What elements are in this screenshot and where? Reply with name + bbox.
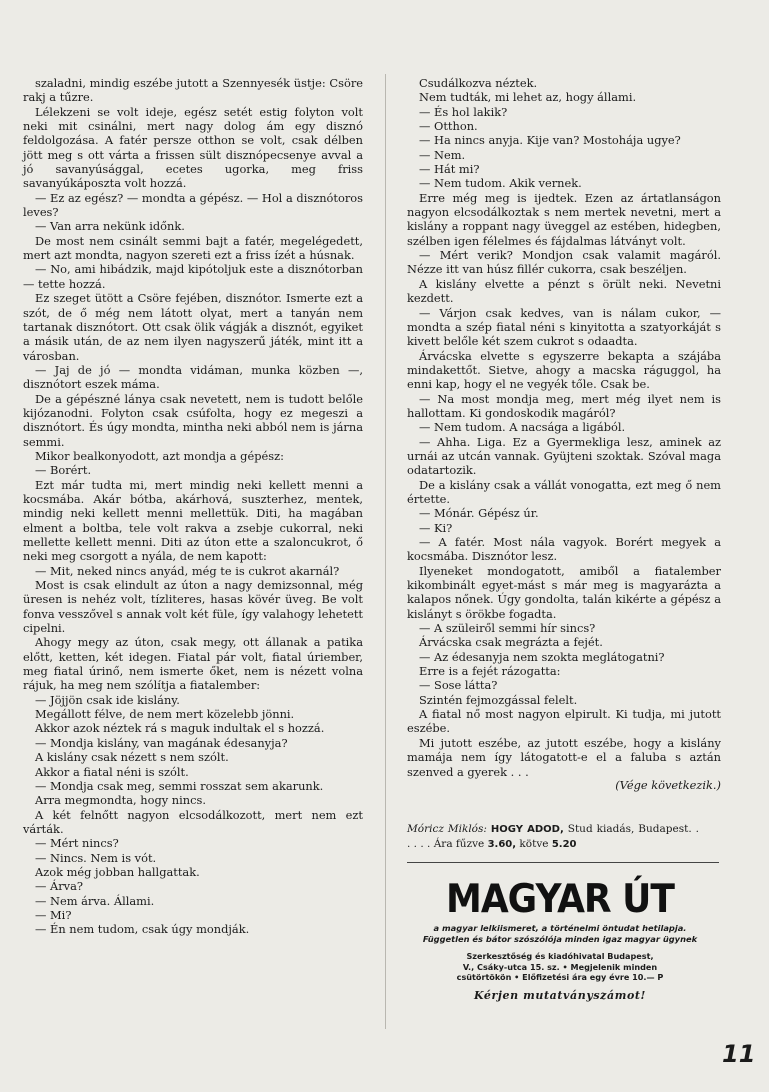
book-advertisement (407, 822, 699, 852)
paragraph: — Nem árva. Állami. (35, 893, 155, 908)
paragraph: Ilyeneket mondogatott, amiből a fiatalember kikombinált egyet-mást s már meg is magyarázta a kalapos nőnek. Úgy gondolta, talán kikérte a gépész a kislányt s örökbe fogadta. (407, 563, 721, 621)
paragraph: A kislány csak nézett s nem szólt. (35, 750, 229, 765)
continued-note: (Vége következik.) (615, 778, 721, 792)
paragraph: — Nem tudom. Akik vernek. (419, 176, 582, 191)
paragraph: — Van arra nekünk időnk. (35, 219, 185, 234)
paragraph: De a kislány csak a vállát vonogatta, ezt meg ő nem értette. (407, 477, 721, 506)
book-price-label: Ára fűzve (433, 838, 485, 850)
paragraph: Mi jutott eszébe, az jutott eszébe, hogy a kislány mamája nem így látogatott-e el a faluba s aztán szenved a gyerek . . . (407, 735, 721, 779)
paragraph: Ahogy megy az úton, csak megy, ott állanak a patika előtt, ketten, két idegen. Fiatal pár volt, fiatal úriember, meg fiatal úrinő, nem ismerte őket, nem is nézett volna rájuk, ha meg nem szólítja a fiatalember: (23, 635, 363, 693)
paragraph: — Mi? (35, 907, 72, 922)
left-text-column (23, 76, 363, 937)
paragraph: — Borért. (35, 463, 92, 478)
book-publisher: Stud kiadás, Budapest. (567, 823, 692, 835)
magazine-address-1: Szerkesztőség és kiadóhivatal Budapest, (466, 951, 654, 961)
paragraph: szaladni, mindig eszébe jutott a Szennyesék üstje: Csöre rakj a tűzre. (23, 76, 363, 105)
paragraph: — Én nem tudom, csak úgy mondják. (35, 922, 250, 937)
magazine-subtitle-2: Független és bátor szószólója minden igaz magyar ügynek (422, 934, 698, 944)
paragraph: — Mondja csak meg, semmi rosszat sem akarunk. (35, 778, 324, 793)
paragraph: — Ez az egész? — mondta a gépész. — Hol a disznótoros leves? (23, 190, 363, 220)
magazine-address-2: V., Csáky-utca 15. sz. • Megjelenik minden (462, 961, 658, 972)
paragraph: — A szüleiről semmi hír sincs? (419, 621, 596, 636)
paragraph: De a gépészné lánya csak nevetett, nem is tudott belőle kijózanodni. Folyton csak csúfolta, hogy ez megeszi a disznótort. És úgy mondta, mintha neki abból nem is járna semmi. (23, 391, 363, 449)
paragraph: A fiatal nő most nagyon elpirult. Ki tudja, mi jutott eszébe. (407, 707, 721, 736)
paragraph: Árvácska elvette s egyszerre bekapta a szájába mindakettőt. Sietve, ahogy a macska ráguggol, ha enni kap, hogy el ne vegyék tőle. Csak be. (407, 348, 721, 392)
paragraph: Csudálkozva néztek. (419, 76, 538, 90)
paragraph: Mikor bealkonyodott, azt mondja a gépész: (35, 448, 284, 463)
paragraph: — No, ami hibádzik, majd kipótoljuk este a disznótorban — tette hozzá. (23, 262, 363, 291)
paragraph: — Ha nincs anyja. Kije van? Mostohája ugye? (419, 133, 681, 148)
paragraph: Arra megmondta, hogy nincs. (35, 793, 206, 808)
paragraph: Akkor azok néztek rá s maguk indultak el s hozzá. (35, 721, 325, 736)
paragraph: Lélekzeni se volt ideje, egész setét estig folyton volt neki mit csinálni, mert nagy dolog ám egy disznó feldolgozása. A fatér persze otthon se volt, csak délben jött meg s ott várta a frissen sült disznópecsenye avval a jó savanyúsággal, ecetes ugorka, meg friss savanyúkáposzta volt hozzá. (23, 104, 363, 191)
paragraph: Erre még meg is ijedtek. Ezen az ártatlanságon nagyon elcsodálkoztak s nem mertek nevetni, mert a kislány a roppant nagy üveggel az estében, hidegben, szélben igen félelmes és fájdalmas látványt volt. (407, 190, 721, 248)
paragraph: — Nem. (419, 147, 466, 162)
paragraph: — Otthon. (419, 119, 478, 134)
paragraph: — Jaj de jó — mondta vidáman, munka közben —, disznótort eszek máma. (23, 362, 363, 392)
paragraph: — Árva? (35, 879, 84, 894)
paragraph: Most is csak elindult az úton a nagy demizsonnal, még üresen is nehéz volt, tízliteres, hasas kövér üveg. Be volt fonva vesszővel s annak volt két füle, így valahogy lehetett cipelni. (23, 578, 363, 636)
book-bound-label: kötve (519, 838, 549, 850)
paragraph: — Mért verik? Mondjon csak valamit magáról. Nézze itt van húsz fillér cukorra, csak beszéljen. (407, 248, 721, 277)
magazine-address-3: csütörtökön • Előfizetési ára egy évre 10.— P (456, 972, 664, 982)
paragraph: — A fatér. Most nála vagyok. Borért megyek a kocsmába. Disznótor lesz. (407, 535, 721, 564)
paragraph: — Hát mi? (419, 162, 480, 177)
paragraph: — Mondja kislány, van magának édesanyja? (35, 735, 288, 750)
paragraph: Ezt már tudta mi, mert mindig neki kellett menni a kocsmába. Akár bótba, akárhová, suszterhez, mentek, mindig neki kellett menni mellettük. Diti, ha magában elment a boltba, tele volt rakva a zsebje cukorral, neki mellette kellett menni. Diti az úton ette a szaloncukrot, ő neki meg csorgott a nyála, de nem kapott: (23, 477, 363, 564)
paragraph: — Nincs. Nem is vót. (35, 850, 157, 865)
paragraph: Akkor a fiatal néni is szólt. (35, 764, 189, 779)
book-dots: . . . . . (407, 823, 699, 850)
page-number: 11 (722, 1040, 756, 1068)
magazine-subtitle-1: a magyar lelkiismeret, a történelmi öntudat hetilapja. (433, 923, 687, 933)
book-title: HOGY ADOD, (490, 824, 564, 835)
paragraph: — Nem tudom. A nacsága a ligából. (419, 420, 626, 435)
magazine-advertisement (405, 876, 715, 1002)
paragraph: Szintén fejmozgással felelt. (419, 692, 578, 707)
paragraph: A két felnőtt nagyon elcsodálkozott, mert nem ezt várták. (23, 807, 363, 836)
book-author: Móricz Miklós: (407, 823, 487, 835)
book-price-paper: 3.60, (487, 839, 517, 850)
paragraph: — Várjon csak kedves, van is nálam cukor, — mondta a szép fiatal néni s kinyitotta a szatyorkáját s kivett belőle két szem cukrot s odaadta. (407, 305, 721, 349)
paragraph: — Jöjjön csak ide kislány. (35, 692, 180, 707)
book-price-bound: 5.20 (551, 839, 577, 850)
paragraph: Azok még jobban hallgattak. (35, 864, 200, 879)
magazine-title: MAGYAR ÚT (446, 876, 674, 922)
column-separator (385, 74, 386, 1029)
paragraph: Árvácska csak megrázta a fejét. (419, 635, 603, 650)
paragraph: A kislány elvette a pénzt s örült neki. Nevetni kezdett. (407, 276, 721, 306)
ad-divider (407, 862, 719, 863)
paragraph: — Na most mondja meg, mert még ilyet nem is hallottam. Ki gondoskodik magáról? (407, 391, 721, 420)
paragraph: — Ki? (419, 520, 453, 535)
paragraph: — Mónár. Gépész úr. (419, 506, 539, 521)
paragraph: Megállott félve, de nem mert közelebb jönni. (35, 707, 295, 722)
paragraph: — Ahha. Liga. Ez a Gyermekliga lesz, aminek az urnái az utcán vannak. Gyüjteni szoktak. Szóval maga odatartozik. (407, 434, 721, 478)
magazine-cta: Kérjen mutatványszámot! (473, 988, 646, 1002)
paragraph: Erre is a fejét rázogatta: (419, 664, 561, 679)
paragraph: — Sose látta? (419, 678, 498, 693)
paragraph: De most nem csinált semmi bajt a fatér, megelégedett, mert azt mondta, nagyon szereti ezt a friss ízét a húsnak. (23, 233, 363, 263)
paragraph: — Az édesanyja nem szokta meglátogatni? (419, 649, 665, 664)
paragraph: — Mért nincs? (35, 836, 119, 851)
paragraph: — És hol lakik? (419, 104, 508, 119)
right-text-column (407, 76, 721, 779)
paragraph: Nem tudták, mi lehet az, hogy állami. (419, 90, 637, 105)
paragraph: Ez szeget ütött a Csöre fejében, disznótor. Ismerte ezt a szót, de ő még nem látott olyat, mert a tanyán nem tartanak disznótort. Ott csak ölik vágják a disznót, egyiket a másik után, de az nem ilyen nagyszerű játék, mint itt a városban. (23, 291, 363, 363)
paragraph: — Mit, neked nincs anyád, még te is cukrot akarnál? (35, 563, 340, 578)
